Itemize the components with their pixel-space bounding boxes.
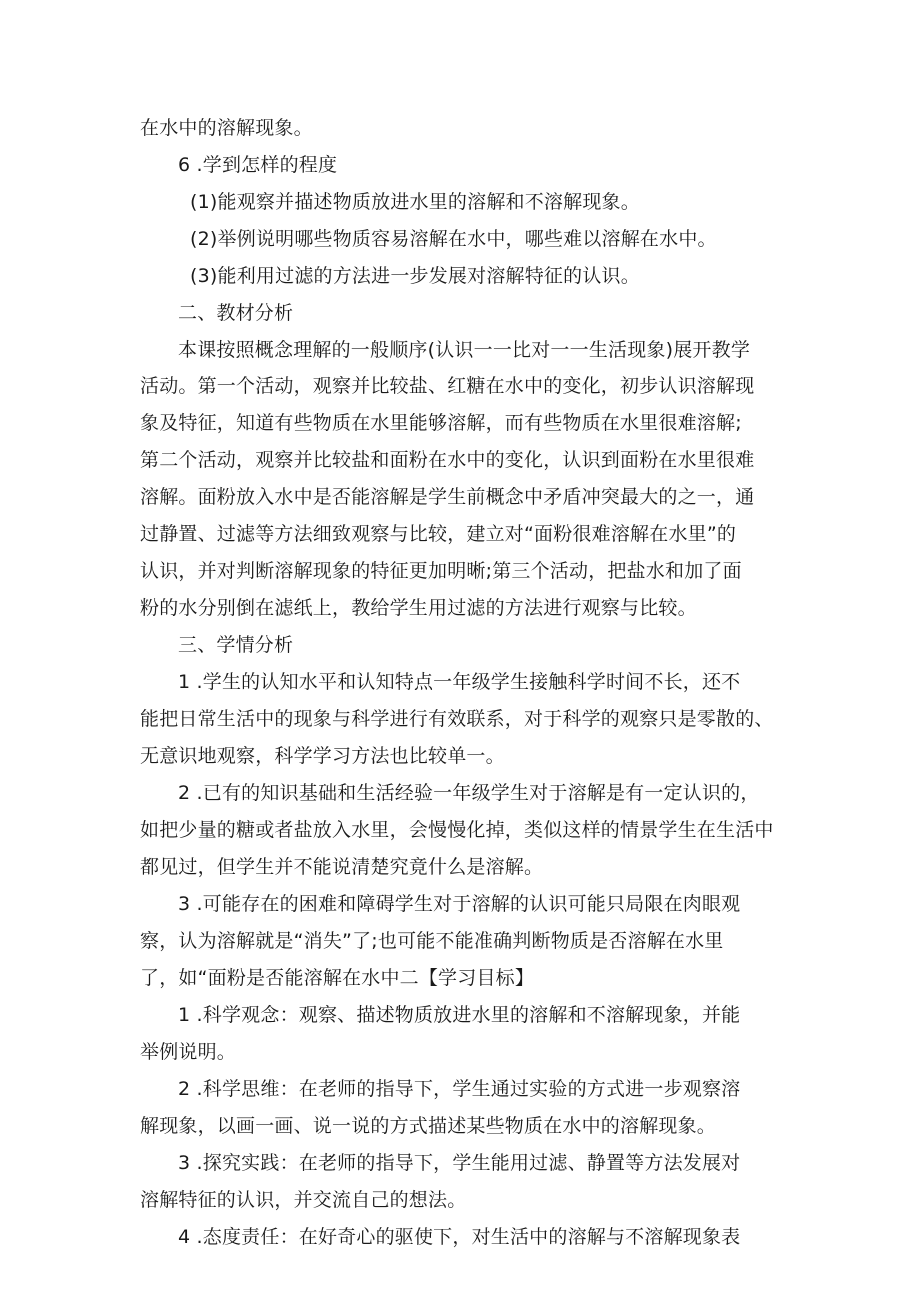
paragraph-line: 象及特征，知道有些物质在水里能够溶解，而有些物质在水里很难溶解; — [140, 412, 742, 434]
list-item: (3)能利用过滤的方法进一步发展对溶解特征的认识。 — [190, 265, 640, 287]
paragraph-line: 了，如“面粉是否能溶解在水中二【学习目标】 — [140, 967, 535, 989]
paragraph-line: 粉的水分别倒在滤纸上，教给学生用过滤的方法进行观察与比较。 — [140, 597, 697, 619]
section-heading: 三、学情分析 — [178, 634, 294, 656]
paragraph-line: 第二个活动，观察并比较盐和面粉在水中的变化，认识到面粉在水里很难 — [140, 449, 755, 471]
list-item: (2)举例说明哪些物质容易溶解在水中，哪些难以溶解在水中。 — [190, 228, 717, 250]
paragraph-line: 举例说明。 — [140, 1041, 237, 1063]
paragraph-line: 1 .科学观念：观察、描述物质放进水里的溶解和不溶解现象，并能 — [178, 1004, 741, 1026]
paragraph-line: 过静置、过滤等方法细致观察与比较，建立对“面粉很难溶解在水里”的 — [140, 523, 737, 545]
paragraph-line: 如把少量的糖或者盐放入水里，会慢慢化掉，类似这样的情景学生在生活中 — [140, 819, 774, 841]
section-heading: 6 .学到怎样的程度 — [178, 154, 338, 176]
paragraph-line: 1 .学生的认知水平和认知特点一年级学生接触科学时间不长，还不 — [178, 671, 741, 693]
paragraph-line: 4 .态度责任：在好奇心的驱使下，对生活中的溶解与不溶解现象表 — [178, 1226, 741, 1248]
list-item: (1)能观察并描述物质放进水里的溶解和不溶解现象。 — [190, 191, 640, 213]
section-heading: 二、教材分析 — [178, 302, 294, 324]
paragraph-line: 察，认为溶解就是“消失”了;也可能不能准确判断物质是否溶解在水里 — [140, 930, 724, 952]
paragraph-line: 3 .可能存在的困难和障碍学生对于溶解的认识可能只局限在肉眼观 — [178, 893, 741, 915]
paragraph-line: 溶解。面粉放入水中是否能溶解是学生前概念中矛盾冲突最大的之一，通 — [140, 486, 755, 508]
text-line: 在水中的溶解现象。 — [140, 117, 313, 139]
paragraph-line: 溶解特征的认识，并交流自己的想法。 — [140, 1189, 467, 1211]
paragraph-line: 无意识地观察，科学学习方法也比较单一。 — [140, 745, 505, 767]
paragraph-line: 都见过，但学生并不能说清楚究竟什么是溶解。 — [140, 856, 544, 878]
paragraph-line: 3 .探究实践：在老师的指导下，学生能用过滤、静置等方法发展对 — [178, 1152, 741, 1174]
paragraph-line: 能把日常生活中的现象与科学进行有效联系，对于科学的观察只是零散的、 — [140, 708, 774, 730]
paragraph-line: 本课按照概念理解的一般顺序(认识一一比对一一生活现象)展开教学 — [178, 339, 751, 361]
paragraph-line: 活动。第一个活动，观察并比较盐、红糖在水中的变化，初步认识溶解现 — [140, 375, 755, 397]
paragraph-line: 2 .科学思维：在老师的指导下，学生通过实验的方式进一步观察溶 — [178, 1078, 741, 1100]
paragraph-line: 2 .已有的知识基础和生活经验一年级学生对于溶解是有一定认识的， — [178, 782, 760, 804]
paragraph-line: 解现象，以画一画、说一说的方式描述某些物质在水中的溶解现象。 — [140, 1115, 717, 1137]
paragraph-line: 认识，并对判断溶解现象的特征更加明晰;第三个活动，把盐水和加了面 — [140, 560, 742, 582]
